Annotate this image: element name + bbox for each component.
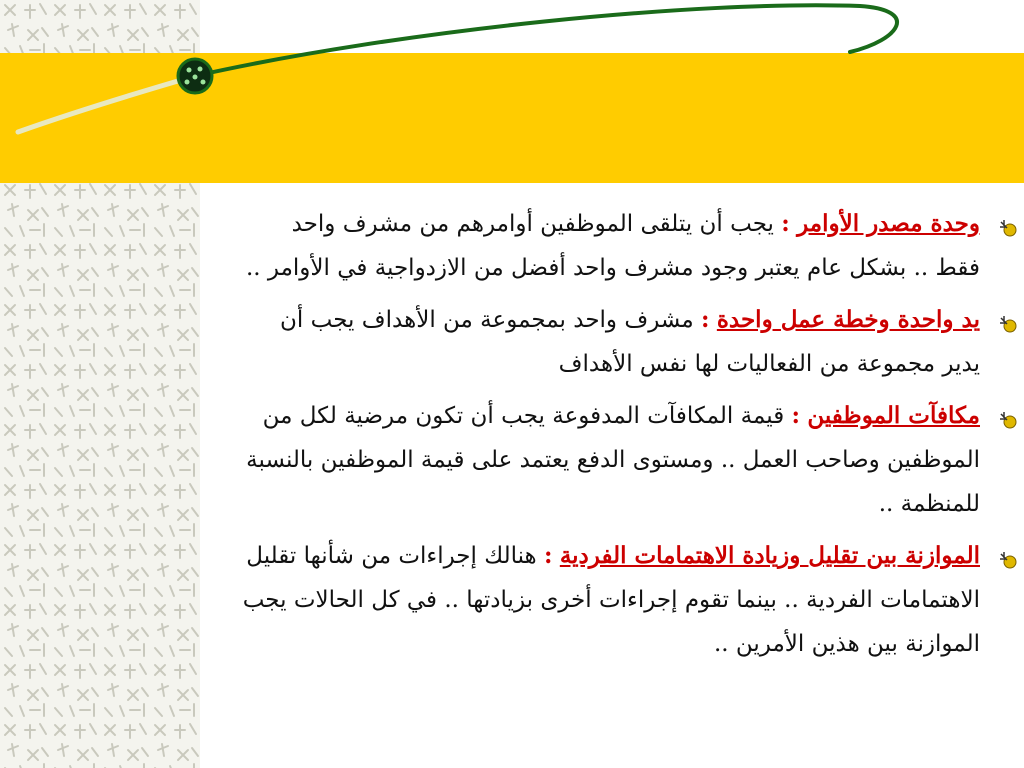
bullet-item-4 bbox=[240, 534, 980, 666]
bullet-icon bbox=[998, 314, 1020, 336]
bullet-icon bbox=[998, 218, 1020, 240]
bullet-text bbox=[240, 394, 980, 526]
slide-content bbox=[240, 202, 980, 674]
bullet-text bbox=[240, 534, 980, 666]
bullet-term: يد واحدة وخطة عمل واحدة bbox=[716, 306, 980, 333]
decorative-swoosh bbox=[0, 0, 1024, 200]
bullet-term: مكافآت الموظفين bbox=[807, 402, 980, 429]
bullet-separator: : bbox=[791, 402, 801, 429]
bullet-term: الموازنة بين تقليل وزيادة الاهتمامات الفردية bbox=[559, 542, 980, 569]
bullet-icon bbox=[998, 410, 1020, 432]
bullet-text bbox=[240, 298, 980, 386]
bullet-term: وحدة مصدر الأوامر bbox=[797, 210, 980, 237]
bullet-item-3 bbox=[240, 394, 980, 526]
bullet-text bbox=[240, 202, 980, 290]
bullet-separator: : bbox=[701, 306, 710, 333]
bullet-icon bbox=[998, 550, 1020, 572]
bullet-item-1 bbox=[240, 202, 980, 290]
bullet-separator: : bbox=[781, 210, 790, 237]
bullet-body: قيمة المكافآت المدفوعة يجب أن تكون مرضية لكل من الموظفين وصاحب العمل .. ومستوى الدفع يعتمد على قيمة الموظفين بالنسبة للمنظمة .. bbox=[246, 403, 980, 517]
bullet-separator: : bbox=[544, 542, 553, 569]
bullet-item-2 bbox=[240, 298, 980, 386]
bullet-body: مشرف واحد بمجموعة من الأهداف يجب أن يدير مجموعة من الفعاليات لها نفس الأهداف bbox=[280, 307, 980, 377]
bullet-body: هنالك إجراءات من شأنها تقليل الاهتمامات الفردية .. بينما تقوم إجراءات أخرى بزيادتها .. في كل الحالات يجب الموازنة بين هذين الأمرين .. bbox=[242, 543, 980, 657]
bullet-body: يجب أن يتلقى الموظفين أوامرهم من مشرف واحد فقط .. بشكل عام يعتبر وجود مشرف واحد أفضل من الازدواجية في الأوامر .. bbox=[245, 211, 980, 281]
